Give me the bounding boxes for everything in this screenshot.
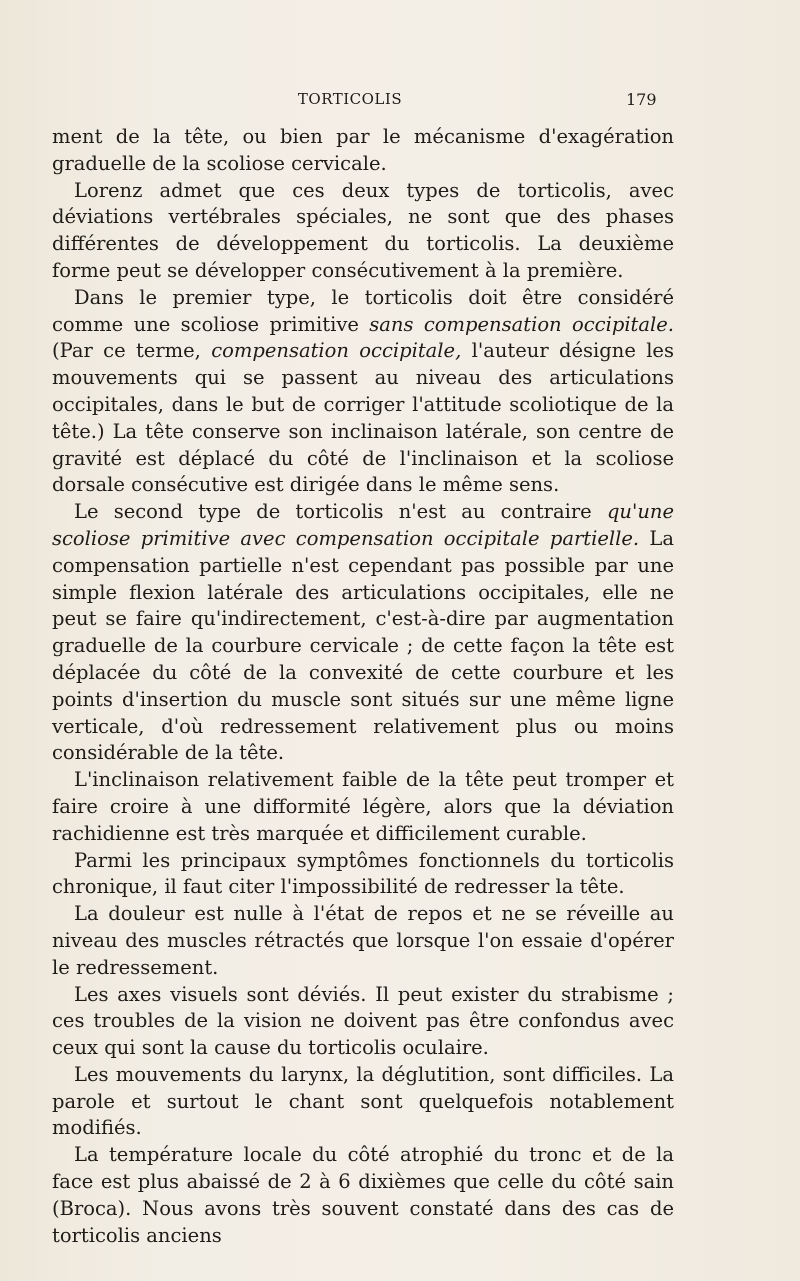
paragraph: Les axes visuels sont déviés. Il peut exister du strabisme ; ces troubles de la vision ne doivent pas être confondus avec ceux qui sont la cause du torticolis oculaire. xyxy=(52,982,674,1060)
paragraph: La douleur est nulle à l'état de repos et ne se réveille au niveau des muscles rétractés que lorsque l'on essaie d'opérer le redressement. xyxy=(52,902,674,979)
page-header xyxy=(0,88,800,112)
body-text xyxy=(52,124,674,1249)
running-title: TORTICOLIS xyxy=(297,90,403,108)
paragraph: L'inclinaison relativement faible de la tête peut tromper et faire croire à une difformité légère, alors que la déviation rachidienne est très marquée et difficilement curable. xyxy=(52,768,674,845)
paragraph: Les mouvements du larynx, la déglutition, sont difficiles. La parole et surtout le chant sont quelquefois notablement modifiés. xyxy=(52,1062,674,1140)
paragraph xyxy=(52,499,674,767)
text-run: l'auteur désigne les mouvements qui se passent au niveau des articulations occipitales, dans le but de corriger l'attitude scoliotique de la tête.) La tête conserve son inclinaison latérale, son centre de gravité est déplacé du côté de l'inclinaison et la scoliose dorsale consécutive est dirigée dans le même sens. xyxy=(52,339,674,497)
paragraph xyxy=(52,285,674,499)
page-number: 179 xyxy=(626,90,657,109)
paragraph: ment de la tête, ou bien par le mécanisme d'exagération graduelle de la scoliose cervicale. xyxy=(52,125,674,175)
text-run: (Par ce terme, xyxy=(52,339,212,363)
paragraph: Lorenz admet que ces deux types de torticolis, avec déviations vertébrales spéciales, ne sont que des phases différentes de développement du torticolis. La deuxième forme peut se développer consécutivement à la première. xyxy=(52,178,674,282)
paragraph: Parmi les principaux symptômes fonctionnels du torticolis chronique, il faut citer l'impossibilité de redresser la tête. xyxy=(52,848,674,899)
text-run: Dans le premier type, le torticolis doit être considéré comme une scoliose primitive xyxy=(52,285,674,336)
paragraph: La température locale du côté atrophié du tronc et de la face est plus abaissé de 2 à 6 dixièmes que celle du côté sain (Broca). Nous avons très souvent constaté dans des cas de torticolis anciens xyxy=(52,1143,674,1247)
italic-term: qu'une scoliose primitive avec compensation occipitale partielle. xyxy=(52,500,674,550)
italic-term: sans compensation occipitale. xyxy=(369,312,674,336)
italic-term: compensation occipitale, xyxy=(211,339,462,363)
text-run: La compensation partielle n'est cependant pas possible par une simple flexion latérale des articulations occipitales, elle ne peut se faire qu'indirectement, c'est-à-dire par augmentation graduelle de la courbure cervicale ; de cette façon la tête est déplacée du côté de la convexité de cette courbure et les points d'insertion du muscle sont situés sur une même ligne verticale, d'où redressement relativement plus ou moins considérable de la tête. xyxy=(52,526,674,765)
text-run: Le second type de torticolis n'est au contraire xyxy=(74,500,607,524)
